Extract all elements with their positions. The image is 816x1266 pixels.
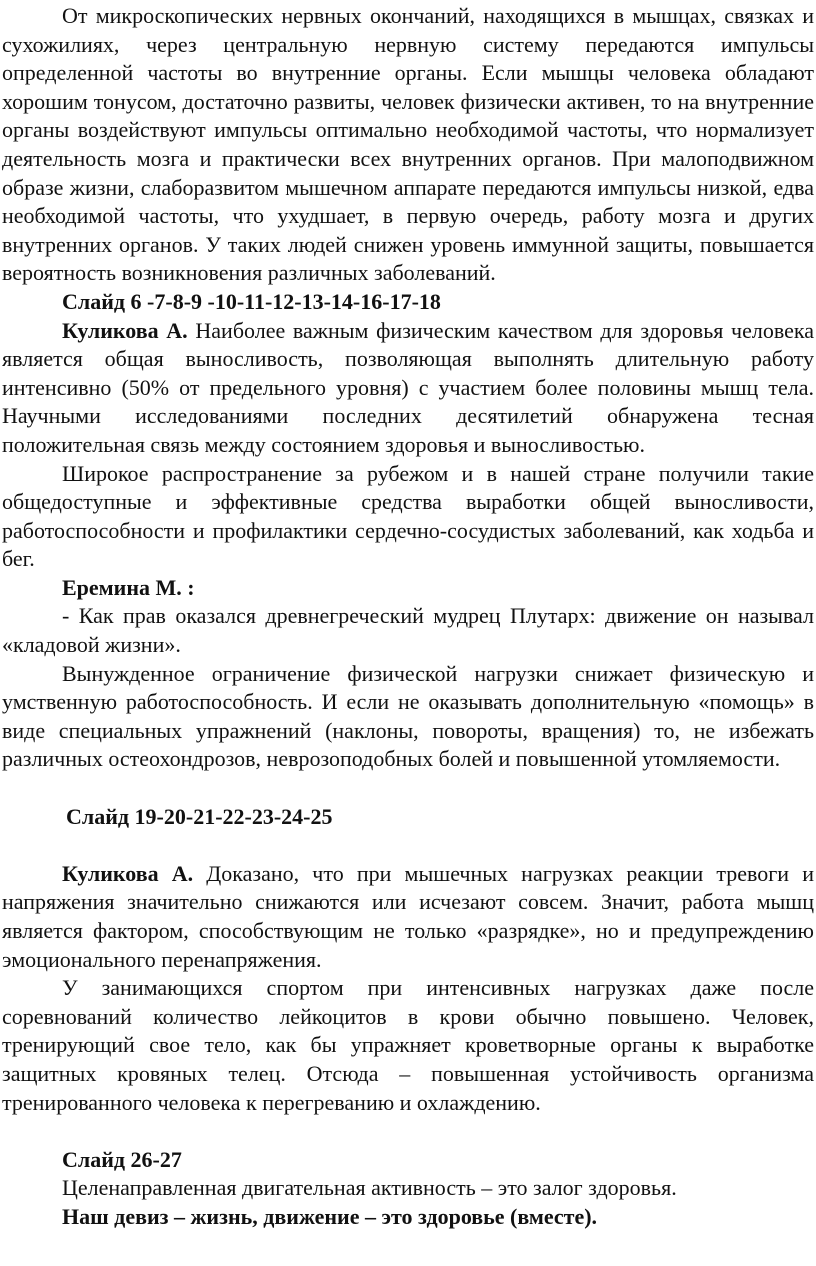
slide-heading-26-27: Слайд 26-27 [62,1146,182,1172]
slide-heading-6-18: Слайд 6 -7-8-9 -10-11-12-13-14-16-17-18 [62,288,441,314]
spacer [2,831,814,860]
paragraph-nerve-impulses: От микроскопических нервных окончаний, находящихся в мышцах, связках и сухожилиях, через центральную нервную систему передаются импульсы определенной частоты во внутренние органы. Если мышцы человека обладают хорошим тонусом, достаточно развиты, человек физически активен, то на внутренние органы воздействуют импульсы оптимально необходимой частоты, что нормализует деятельность мозга и практически всех внутренних органов. При малоподвижном образе жизни, слаборазвитом мышечном аппарате передаются импульсы низкой, едва необходимой частоты, что ухудшает, в первую очередь, работу мозга и других внутренних органов. У таких людей снижен уровень иммунной защиты, повышается вероятность возникновения различных заболеваний. [2,3,814,286]
motto: Наш девиз – жизнь, движение – это здоровье (вместе). [62,1203,598,1229]
spacer [2,774,814,803]
paragraph-text: Наиболее важным физическим качеством для здоровья человека является общая выносливость, позволяющая выполнять длительную работу интенсивно (50% от предельного уровня) с участием более половины мышц тела. Научными исследованиями последних десятилетий обнаружена тесная положительная связь между состоянием здоровья и выносливостью. [2,317,814,457]
speaker-name: Куликова А. [62,860,194,886]
speaker-name: Еремина М. : [62,574,195,600]
paragraph-motor-activity: Целенаправленная двигательная активность – это залог здоровья. [62,1175,677,1201]
paragraph-endurance [2,317,814,460]
speaker-name: Куликова А. [62,317,188,343]
paragraph-walking-running: Широкое распространение за рубежом и в нашей стране получили такие общедоступные и эффективные средства выработки общей выносливости, работоспособности и профилактики сердечно-сосудистых заболеваний, как ходьба и бег. [2,460,814,572]
paragraph-stress-reduction [2,860,814,974]
spacer [2,1117,814,1146]
paragraph-load-restriction: Вынужденное ограничение физической нагрузки снижает физическую и умственную работоспособность. И если не оказывать дополнительную «помощь» в виде специальных упражнений (наклоны, повороты, вращения) то, не избежать различных остеохондрозов, неврозоподобных болей и повышенной утомляемости. [2,660,814,772]
slide-heading-19-25: Слайд 19-20-21-22-23-24-25 [66,803,333,829]
paragraph-text: Доказано, что при мышечных нагрузках реакции тревоги и напряжения значительно снижаются или исчезают совсем. Значит, работа мышц является фактором, способствующим не только «разрядке», но и предупреждению эмоционального перенапряжения. [2,860,814,972]
paragraph-leukocytes: У занимающихся спортом при интенсивных нагрузках даже после соревнований количество лейкоцитов в крови обычно повышено. Человек, тренирующий свое тело, как бы упражняет кроветворные органы к выработке защитных кровяных телец. Отсюда – повышенная устойчивость организма тренированного человека к перегреванию и охлаждению. [2,975,814,1115]
paragraph-plutarch-quote: - Как прав оказался древнегреческий мудрец Плутарх: движение он называл «кладовой жизни». [2,603,814,658]
